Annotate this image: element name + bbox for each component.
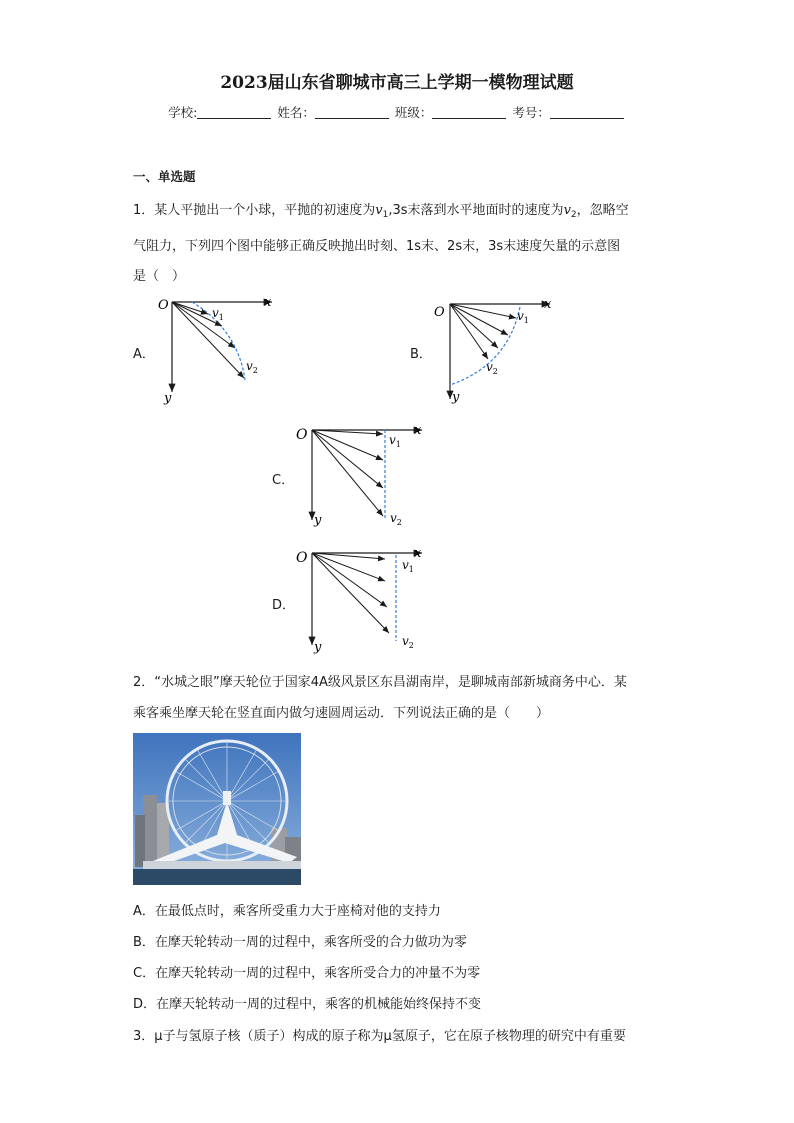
q1-line-1: 1．某人平抛出一个小球，平抛的初速度为$v_1,3s$末落到水平地面时的速度为$v_2$，忽略空: [133, 203, 629, 220]
q1-option-d-label[interactable]: D．: [272, 598, 296, 613]
x-label: x: [264, 295, 272, 310]
velocity-vector: [312, 553, 387, 607]
v2-label: $v_2$: [486, 360, 498, 376]
velocity-vector: [450, 304, 488, 359]
v1-label: $v_1$: [402, 558, 414, 574]
velocity-vector: [312, 553, 389, 633]
section-heading: 一、单选题: [133, 169, 196, 184]
y-label: y: [164, 391, 172, 406]
velocity-vector: [450, 304, 516, 318]
q3-line-1: 3．μ子与氢原子核（质子）构成的原子称为μ氢原子，它在原子核物理的研究中有重要: [133, 1029, 626, 1044]
origin-label: O: [296, 550, 308, 566]
velocity-vector: [312, 430, 383, 516]
q1-diagram-c: [292, 420, 432, 528]
v1-label: $v_1$: [389, 433, 401, 449]
velocity-vector: [312, 430, 383, 488]
school-label: 学校:: [168, 105, 198, 120]
name-blank[interactable]: [315, 106, 389, 119]
q1-option-b-label[interactable]: B．: [410, 347, 432, 362]
id-blank[interactable]: [550, 106, 624, 119]
velocity-vector: [312, 430, 383, 434]
q1-option-a-label[interactable]: A．: [133, 347, 155, 362]
v2-label: $v_2$: [390, 511, 402, 527]
q2-option-c[interactable]: C．在摩天轮转动一周的过程中，乘客所受合力的冲量不为零: [133, 966, 481, 981]
y-label: y: [314, 640, 322, 655]
q1-diagram-b: [428, 295, 558, 405]
velocity-vector: [172, 302, 244, 378]
v2-symbol: v: [563, 203, 571, 218]
origin-label: O: [434, 305, 445, 320]
ferris-wheel-photo: [133, 733, 301, 885]
v1-symbol: v: [375, 203, 383, 218]
v1-label: $v_1$: [212, 306, 224, 322]
q2-option-b[interactable]: B．在摩天轮转动一周的过程中，乘客所受的合力做功为零: [133, 935, 467, 950]
velocity-vector: [312, 553, 385, 581]
class-label: 班级：: [394, 105, 433, 120]
q1-line-3: 是（ ）: [133, 269, 186, 284]
q2-line-2: 乘客乘坐摩天轮在竖直面内做匀速圆周运动．下列说法正确的是（ ）: [133, 706, 550, 721]
q1-line-2: 气阻力，下列四个图中能够正确反映抛出时刻、1s末、2s末，3s末速度矢量的示意图: [133, 239, 621, 254]
v1-label: $v_1$: [517, 309, 529, 325]
v2-label: $v_2$: [246, 359, 258, 375]
v2-label: $v_2$: [402, 634, 414, 650]
velocity-vector: [312, 430, 383, 460]
name-label: 姓名：: [277, 105, 315, 120]
velocity-vector: [312, 553, 385, 559]
q1-option-c-label[interactable]: C．: [272, 473, 295, 488]
q2-option-d[interactable]: D．在摩天轮转动一周的过程中，乘客的机械能始终保持不变: [133, 997, 482, 1012]
q2-line-1: 2．“水城之眼”摩天轮位于国家4A级风景区东昌湖南岸，是聊城南部新城商务中心．某: [133, 675, 627, 690]
origin-label: O: [158, 298, 169, 313]
x-label: x: [544, 297, 552, 312]
q2-option-a[interactable]: A．在最低点时，乘客所受重力大于座椅对他的支持力: [133, 904, 441, 919]
q1-diagram-a: [150, 290, 280, 408]
class-blank[interactable]: [432, 106, 506, 119]
x-label: x: [414, 423, 422, 438]
q1-diagram-d: [292, 543, 432, 655]
school-blank[interactable]: [197, 106, 271, 119]
x-label: x: [414, 546, 422, 561]
origin-label: O: [296, 427, 308, 443]
id-label: 考号：: [512, 105, 550, 120]
y-label: y: [314, 513, 322, 528]
velocity-vector: [172, 302, 235, 348]
student-info-line: [0, 103, 794, 121]
page-title: 2023届山东省聊城市高三上学期一模物理试题: [220, 73, 574, 93]
y-label: y: [452, 390, 460, 405]
